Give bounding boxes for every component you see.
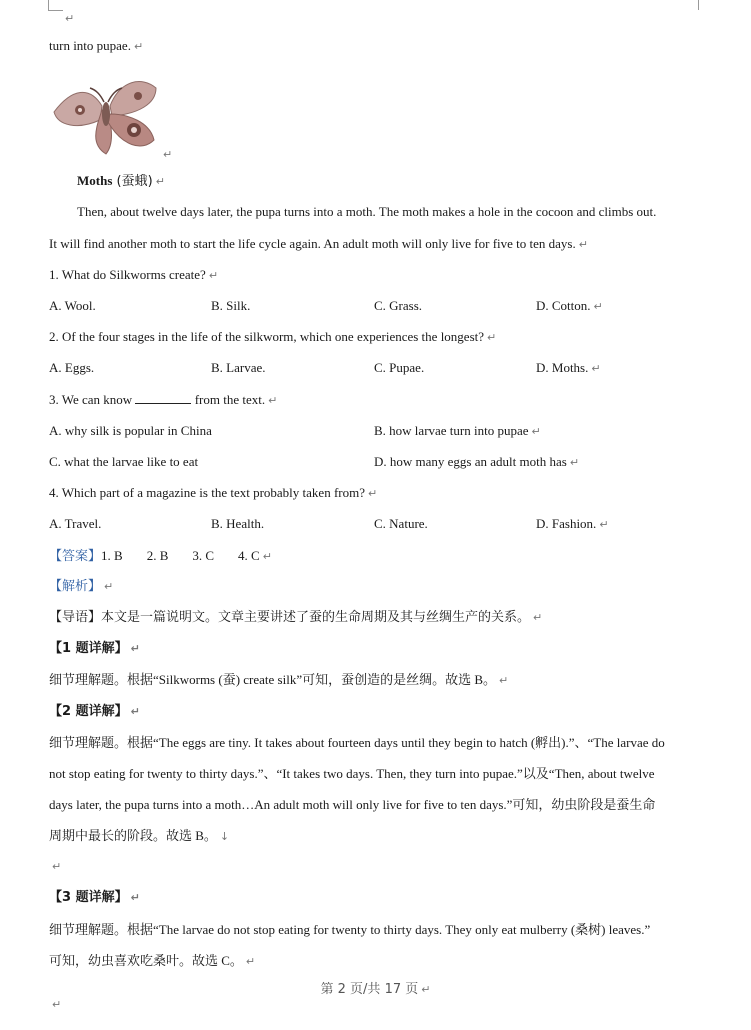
paragraph-mark-icon: ↵ xyxy=(52,998,62,1011)
q1-option-b: B. Silk. xyxy=(211,298,251,313)
paragraph-mark-icon: ↵ xyxy=(133,40,144,53)
detail-2-line: 周期中最长的阶段。故选 B。 ↓ xyxy=(49,828,230,843)
paragraph-mark-icon: ↵ xyxy=(65,12,75,25)
q1-option-c: C. Grass. xyxy=(374,298,423,313)
q3-option-b: B. how larvae turn into pupae ↵ xyxy=(374,423,541,438)
q2-option-d: D. Moths. ↵ xyxy=(536,360,601,375)
answer-label: 【答案】 xyxy=(49,549,102,564)
paragraph-line: It will find another moth to start the life cycle again. An adult moth will only live for five to ten days. ↵ xyxy=(49,236,588,251)
paragraph-line: Then, about twelve days later, the pupa turns into a moth. The moth makes a hole in the cocoon and climbs out. xyxy=(77,204,657,219)
q1-option-d: D. Cotton. ↵ xyxy=(536,298,603,313)
question-3-stem: 3. We can know from the text. ↵ xyxy=(49,392,278,407)
moth-icon xyxy=(54,82,156,154)
analysis-heading: 【解析】 ↵ xyxy=(49,579,114,594)
question-4-stem: 4. Which part of a magazine is the text probably taken from? ↵ xyxy=(49,485,378,500)
moth-heading: Moths (蚕蛾) ↵ xyxy=(77,173,165,189)
question-2-stem: 2. Of the four stages in the life of the silkworm, which one experiences the longest? ↵ xyxy=(49,329,497,344)
q4-option-b: B. Health. xyxy=(211,516,265,531)
q1-option-a: A. Wool. xyxy=(49,298,96,313)
detail-3-line: 细节理解题。根据“The larvae do not stop eating for twenty to thirty days. They only eat mulberry (桑树) leaves.” xyxy=(49,922,651,937)
question-1-stem: 1. What do Silkworms create? ↵ xyxy=(49,267,219,282)
q3-option-c: C. what the larvae like to eat xyxy=(49,454,199,469)
q4-option-c: C. Nature. xyxy=(374,516,428,531)
paragraph-mark-icon: ↵ xyxy=(52,860,62,873)
q4-option-a: A. Travel. xyxy=(49,516,102,531)
moth-illustration xyxy=(50,68,162,156)
margin-corner-mark xyxy=(698,0,699,10)
q2-option-b: B. Larvae. xyxy=(211,360,266,375)
detail-2-heading: 【2 题详解】 ↵ xyxy=(49,704,140,719)
detail-2-line: not stop eating for twenty to thirty days.”、“It takes two days. Then, they turn into pupae.”以及“Then, about twelve xyxy=(49,766,655,781)
paragraph-mark-icon: ↵ xyxy=(163,148,173,161)
detail-2-line: days later, the pupa turns into a moth…An adult moth will only live for five to ten days.”可知，幼虫阶段是蚕生命 xyxy=(49,797,656,812)
detail-2-line: 细节理解题。根据“The eggs are tiny. It takes about fourteen days until they begin to hatch (孵出).”、“The larvae do xyxy=(49,735,665,750)
q4-option-d: D. Fashion. ↵ xyxy=(536,516,609,531)
answer-line: 【答案】1. B 2. B 3. C 4. C ↵ xyxy=(49,548,272,564)
answer-blank xyxy=(135,391,191,404)
detail-1-text: 细节理解题。根据“Silkworms (蚕) create silk”可知，蚕创造的是丝绸。故选 B。 ↵ xyxy=(49,672,509,687)
page-footer: 第 2 页/共 17 页 ↵ xyxy=(320,982,431,997)
q2-option-a: A. Eggs. xyxy=(49,360,95,375)
text-line: turn into pupae. ↵ xyxy=(49,38,144,53)
margin-corner-mark xyxy=(48,0,63,11)
q3-option-a: A. why silk is popular in China xyxy=(49,423,212,438)
detail-3-line: 可知，幼虫喜欢吃桑叶。故选 C。 ↵ xyxy=(49,953,256,968)
detail-1-heading: 【1 题详解】 ↵ xyxy=(49,641,140,656)
intro-text: 【导语】本文是一篇说明文。文章主要讲述了蚕的生命周期及其与丝绸生产的关系。 ↵ xyxy=(49,610,543,625)
q3-option-d: D. how many eggs an adult moth has ↵ xyxy=(374,454,580,469)
detail-3-heading: 【3 题详解】 ↵ xyxy=(49,890,140,905)
q2-option-c: C. Pupae. xyxy=(374,360,425,375)
